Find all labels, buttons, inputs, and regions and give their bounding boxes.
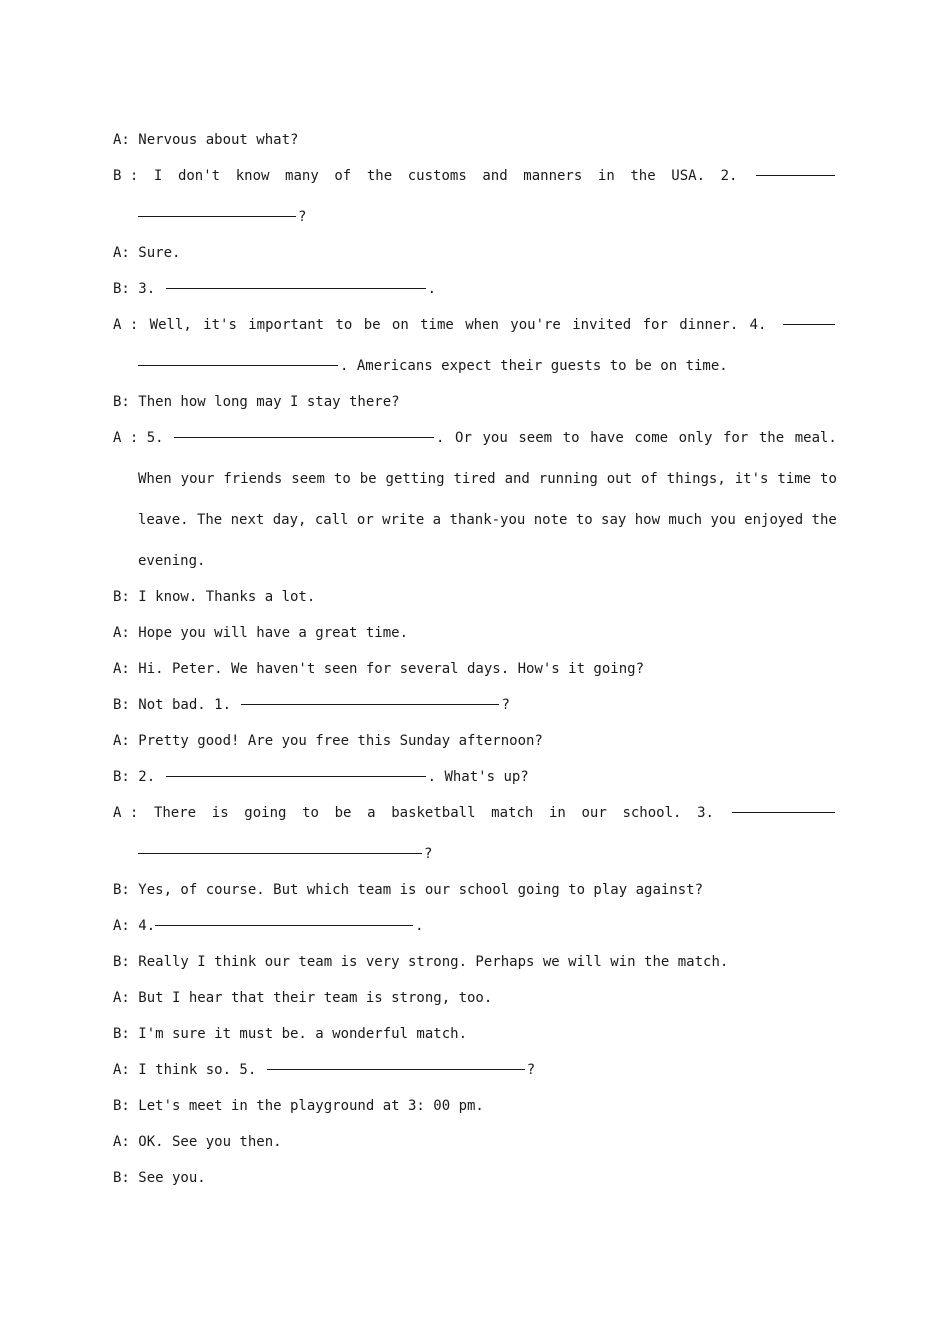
word: enjoyed	[744, 512, 804, 528]
word: A :	[113, 317, 139, 333]
word: dinner.	[679, 317, 739, 333]
dialog2-line-5-cont: ?	[113, 836, 837, 872]
word: don't	[177, 168, 221, 184]
word: have	[590, 430, 624, 446]
dialog2-line-3: A: Pretty good! Are you free this Sunday afternoon?	[113, 733, 543, 749]
word: invited	[572, 317, 632, 333]
word: how	[634, 512, 661, 528]
word: There	[153, 805, 197, 821]
dialog2-line-11: A: I think so. 5. ?	[113, 1052, 837, 1088]
word: for	[642, 317, 668, 333]
word: be	[334, 805, 352, 821]
word: seem	[291, 471, 325, 487]
word: write	[382, 512, 425, 528]
answer-blank-4[interactable]	[783, 304, 835, 325]
word: on	[391, 317, 409, 333]
dialog2-line-4: B: 2. . What's up?	[113, 759, 837, 795]
justified-words	[138, 502, 837, 538]
justified-words	[113, 307, 767, 343]
dialog1-line-5	[113, 307, 837, 348]
answer-blank-3[interactable]	[166, 268, 426, 289]
answer-blank-d2-3[interactable]	[732, 792, 835, 813]
word: I	[153, 168, 163, 184]
dialog2-line-8: B: Really I think our team is very strong. Perhaps we will win the match.	[113, 954, 729, 970]
word: call	[314, 512, 349, 528]
word: seem	[518, 430, 553, 446]
word: in	[597, 168, 615, 184]
word: you're	[510, 317, 561, 333]
word: to	[333, 471, 351, 487]
justified-words	[113, 795, 714, 831]
word: Or	[455, 430, 472, 446]
word: many	[285, 168, 319, 184]
word: out	[606, 471, 633, 487]
dialog2-line-2: B: Not bad. 1. ?	[113, 687, 837, 723]
dialog1-line-2-cont: ?	[113, 199, 837, 235]
word: things,	[666, 471, 726, 487]
word: basketball	[391, 805, 476, 821]
dialog2-line-14: B: See you.	[113, 1170, 206, 1186]
dialog1-line-7: A : 5. . Or you seem to have come only for the meal.	[113, 420, 837, 461]
word: important	[248, 317, 325, 333]
word: a	[367, 805, 376, 821]
dialog1-line-9	[113, 502, 837, 543]
word: you	[710, 512, 736, 528]
dialog2-line-5	[113, 795, 837, 836]
justified-words	[138, 461, 837, 497]
word: it's	[734, 471, 769, 487]
justified-words	[113, 158, 738, 194]
word: the	[630, 168, 656, 184]
word: of	[640, 471, 658, 487]
word: know	[235, 168, 270, 184]
justified-words	[436, 420, 837, 456]
dialog1-line-11: B: I know. Thanks a lot.	[113, 589, 316, 605]
word: the	[811, 512, 837, 528]
word: 3.	[697, 805, 714, 821]
word: getting	[385, 471, 445, 487]
word: customs	[407, 168, 467, 184]
worksheet-page	[113, 122, 837, 1196]
word: going	[244, 805, 287, 821]
answer-blank-2[interactable]	[756, 155, 835, 176]
word: the	[758, 430, 785, 446]
dialog1-line-1: A: Nervous about what?	[113, 132, 299, 148]
dialog1-line-6: B: Then how long may I stay there?	[113, 394, 400, 410]
word: come	[634, 430, 669, 446]
dialog2-line-7: A: 4. .	[113, 908, 837, 944]
answer-blank-d2-1[interactable]	[241, 684, 499, 705]
word: to	[562, 430, 580, 446]
word: friends	[223, 471, 283, 487]
word: tired	[453, 471, 496, 487]
word: when	[465, 317, 499, 333]
word: say	[601, 512, 627, 528]
word: school.	[622, 805, 682, 821]
word: to	[335, 317, 353, 333]
dialog1-line-5-cont: . Americans expect their guests to be on time.	[113, 348, 837, 384]
word: or	[356, 512, 374, 528]
word: to	[820, 471, 837, 487]
word: our	[581, 805, 607, 821]
word: When	[138, 471, 172, 487]
word: your	[180, 471, 215, 487]
word: next	[230, 512, 265, 528]
dialog2-line-6: B: Yes, of course. But which team is our school going to play against?	[113, 882, 704, 898]
dialog1-line-3: A: Sure.	[113, 245, 181, 261]
word: a	[432, 512, 442, 528]
word: time	[777, 471, 812, 487]
answer-blank-5[interactable]	[174, 417, 434, 438]
word: it's	[203, 317, 237, 333]
dialog1-line-12: A: Hope you will have a great time.	[113, 625, 409, 641]
word: .	[436, 430, 445, 446]
dialog1-line-8	[113, 461, 837, 502]
word: USA.	[671, 168, 705, 184]
word: for	[722, 430, 749, 446]
word: the	[366, 168, 393, 184]
answer-blank-d2-5[interactable]	[267, 1049, 525, 1070]
word: note	[533, 512, 568, 528]
word: much	[668, 512, 703, 528]
word: leave.	[138, 512, 189, 528]
word: match	[491, 805, 534, 821]
word: running	[538, 471, 598, 487]
word: Well,	[149, 317, 192, 333]
dialog2-line-10: B: I'm sure it must be. a wonderful match.	[113, 1026, 468, 1042]
word: 2.	[720, 168, 738, 184]
word: and	[482, 168, 508, 184]
word: is	[211, 805, 229, 821]
dialog1-line-10: evening.	[138, 553, 206, 569]
dialog2-line-13: A: OK. See you then.	[113, 1134, 282, 1150]
word: of	[334, 168, 352, 184]
word: The	[196, 512, 223, 528]
word: only	[678, 430, 713, 446]
dialog2-line-9: A: But I hear that their team is strong, too.	[113, 990, 493, 1006]
dialog1-line-2	[113, 158, 837, 199]
answer-blank-2-cont[interactable]	[138, 196, 296, 217]
word: 4.	[749, 317, 767, 333]
word: be	[359, 471, 377, 487]
word: time	[420, 317, 454, 333]
word: and	[504, 471, 530, 487]
answer-blank-d2-2[interactable]	[166, 756, 426, 777]
word: to	[302, 805, 319, 821]
dialog2-line-12: B: Let's meet in the playground at 3: 00 pm.	[113, 1098, 484, 1114]
word: thank-you	[449, 512, 526, 528]
word: day,	[272, 512, 307, 528]
word: in	[548, 805, 566, 821]
word: to	[575, 512, 593, 528]
word: you	[482, 430, 508, 446]
word: be	[363, 317, 381, 333]
word: B :	[113, 168, 139, 184]
answer-blank-d2-4[interactable]	[155, 905, 413, 926]
word: meal.	[794, 430, 837, 446]
dialog2-line-1: A: Hi. Peter. We haven't seen for several days. How's it going?	[113, 661, 645, 677]
answer-blank-4-cont[interactable]	[138, 345, 338, 366]
word: A :	[113, 805, 139, 821]
dialog1-line-4: B: 3. .	[113, 271, 837, 307]
answer-blank-d2-3-cont[interactable]	[138, 833, 422, 854]
word: manners	[523, 168, 583, 184]
